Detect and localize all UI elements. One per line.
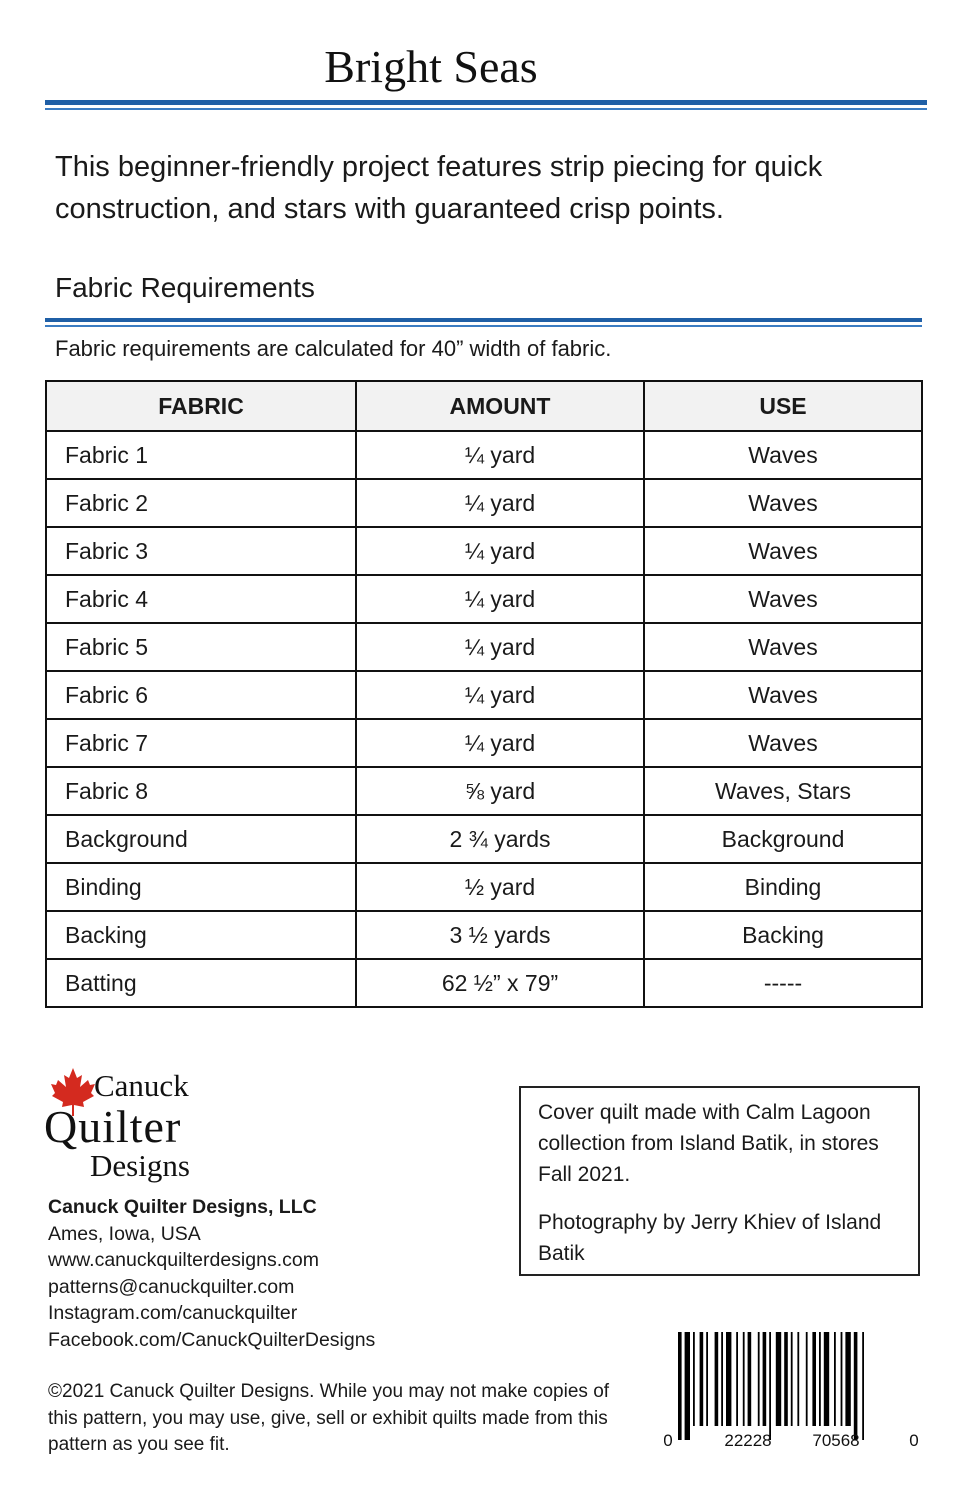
use-cell: Backing [644, 911, 922, 959]
amount-cell: ½ yard [356, 863, 644, 911]
email-link[interactable]: patterns@canuckquilter.com [48, 1275, 295, 1298]
barcode-bar [841, 1332, 843, 1426]
use-cell: Waves [644, 575, 922, 623]
barcode-bar [763, 1332, 767, 1426]
table-row [46, 767, 922, 815]
title-rule-thick [45, 100, 927, 105]
logo-line-canuck: Canuck [94, 1068, 189, 1103]
amount-cell: ¼ yard [356, 719, 644, 767]
use-cell: Waves [644, 527, 922, 575]
barcode-bar [834, 1332, 836, 1426]
amount-cell: ¼ yard [356, 527, 644, 575]
barcode-bar [812, 1332, 816, 1426]
header-amount: AMOUNT [356, 381, 644, 431]
title-rule-thin [45, 108, 927, 110]
table-row [46, 911, 922, 959]
barcode-bar [758, 1332, 760, 1426]
use-cell: Waves [644, 623, 922, 671]
barcode-bar [854, 1332, 858, 1440]
barcode-bar [706, 1332, 708, 1426]
fabric-cell: Fabric 1 [46, 431, 356, 479]
table-row [46, 623, 922, 671]
canuck-quilter-logo [44, 1066, 224, 1186]
company-name: Canuck Quilter Designs, LLC [48, 1196, 317, 1218]
barcode-bar [845, 1332, 850, 1426]
header-use: USE [644, 381, 922, 431]
barcode-bar [819, 1332, 821, 1426]
barcode-bar [791, 1332, 793, 1426]
table-row [46, 719, 922, 767]
table-row [46, 671, 922, 719]
amount-cell: 62 ½” x 79” [356, 959, 644, 1007]
barcode-digits: 0 [664, 1431, 673, 1450]
section-rule-thick [45, 318, 922, 322]
use-cell: Waves [644, 671, 922, 719]
instagram-link[interactable]: Instagram.com/canuckquilter [48, 1302, 298, 1324]
fabric-cell: Background [46, 815, 356, 863]
copyright-notice: ©2021 Canuck Quilter Designs. While you may not make copies of this pattern, you may use, give, sell or exhibit quilts made from this pattern as you see fit. [48, 1381, 610, 1455]
amount-cell: ¼ yard [356, 575, 644, 623]
table-row [46, 527, 922, 575]
barcode-bar [678, 1332, 682, 1440]
amount-cell: ¼ yard [356, 623, 644, 671]
barcode-bar [685, 1332, 690, 1440]
table-row [46, 863, 922, 911]
amount-cell: 3 ½ yards [356, 911, 644, 959]
barcode-bar [862, 1332, 864, 1440]
page-title: Bright Seas [324, 41, 538, 92]
section-rule-thin [45, 325, 922, 327]
table-row [46, 479, 922, 527]
barcode-bar [743, 1332, 745, 1426]
logo-line-quilter: Quilter [44, 1101, 182, 1152]
amount-cell: ¼ yard [356, 431, 644, 479]
barcode-bar [693, 1332, 695, 1426]
barcode-bar [748, 1332, 752, 1426]
barcode-digits: 0 [909, 1431, 919, 1450]
amount-cell: ¼ yard [356, 479, 644, 527]
photo-credit: Photography by Jerry Khiev of Island Batik [538, 1211, 882, 1265]
barcode-bar [806, 1332, 808, 1426]
use-cell: Waves [644, 719, 922, 767]
table-row [46, 815, 922, 863]
logo-line-designs: Designs [90, 1148, 190, 1183]
fabric-table [45, 380, 923, 1008]
company-location: Ames, Iowa, USA [48, 1222, 201, 1245]
fabric-cell: Backing [46, 911, 356, 959]
amount-cell: 2 ¾ yards [356, 815, 644, 863]
barcode-bar [715, 1332, 719, 1426]
barcode-bar [776, 1332, 781, 1426]
use-cell: Binding [644, 863, 922, 911]
fabric-cell: Fabric 3 [46, 527, 356, 575]
barcode-bar [726, 1332, 731, 1426]
use-cell: Waves [644, 431, 922, 479]
fabric-cell: Fabric 4 [46, 575, 356, 623]
barcode-bar [721, 1332, 723, 1426]
barcode [664, 1330, 924, 1450]
use-cell: Background [644, 815, 922, 863]
fabric-cell: Fabric 5 [46, 623, 356, 671]
barcode-bar [824, 1332, 829, 1426]
fabric-cell: Batting [46, 959, 356, 1007]
header-fabric: FABRIC [46, 381, 356, 431]
amount-cell: ¼ yard [356, 671, 644, 719]
amount-cell: ⅝ yard [356, 767, 644, 815]
facebook-link[interactable]: Facebook.com/CanuckQuilterDesigns [48, 1328, 376, 1351]
section-heading: Fabric Requirements [55, 272, 315, 303]
fabric-cell: Fabric 6 [46, 671, 356, 719]
barcode-bar [784, 1332, 788, 1426]
fabric-cell: Fabric 8 [46, 767, 356, 815]
barcode-bar [797, 1332, 799, 1426]
website-link[interactable]: www.canuckquilterdesigns.com [48, 1249, 319, 1271]
barcode-bar [736, 1332, 738, 1426]
contact-block [48, 1194, 375, 1353]
intro-text: This beginner-friendly project features strip piecing for quick construction, and stars with guaranteed crisp points. [55, 151, 823, 225]
barcode-digits: 70568 [812, 1431, 860, 1450]
barcode-bars [664, 1330, 924, 1450]
requirements-note: Fabric requirements are calculated for 40” width of fabric. [55, 336, 612, 361]
use-cell: ----- [644, 959, 922, 1007]
table-header-row [46, 381, 922, 431]
barcode-digits: 22228 [724, 1431, 772, 1450]
use-cell: Waves [644, 479, 922, 527]
credits-box [519, 1086, 920, 1276]
fabric-cell: Binding [46, 863, 356, 911]
barcode-bar [769, 1332, 771, 1440]
table-row [46, 431, 922, 479]
use-cell: Waves, Stars [644, 767, 922, 815]
fabric-credit: Cover quilt made with Calm Lagoon collection from Island Batik, in stores Fall 2021. [538, 1101, 879, 1186]
fabric-cell: Fabric 2 [46, 479, 356, 527]
barcode-bar [700, 1332, 704, 1426]
table-row [46, 959, 922, 1007]
table-row [46, 575, 922, 623]
fabric-cell: Fabric 7 [46, 719, 356, 767]
